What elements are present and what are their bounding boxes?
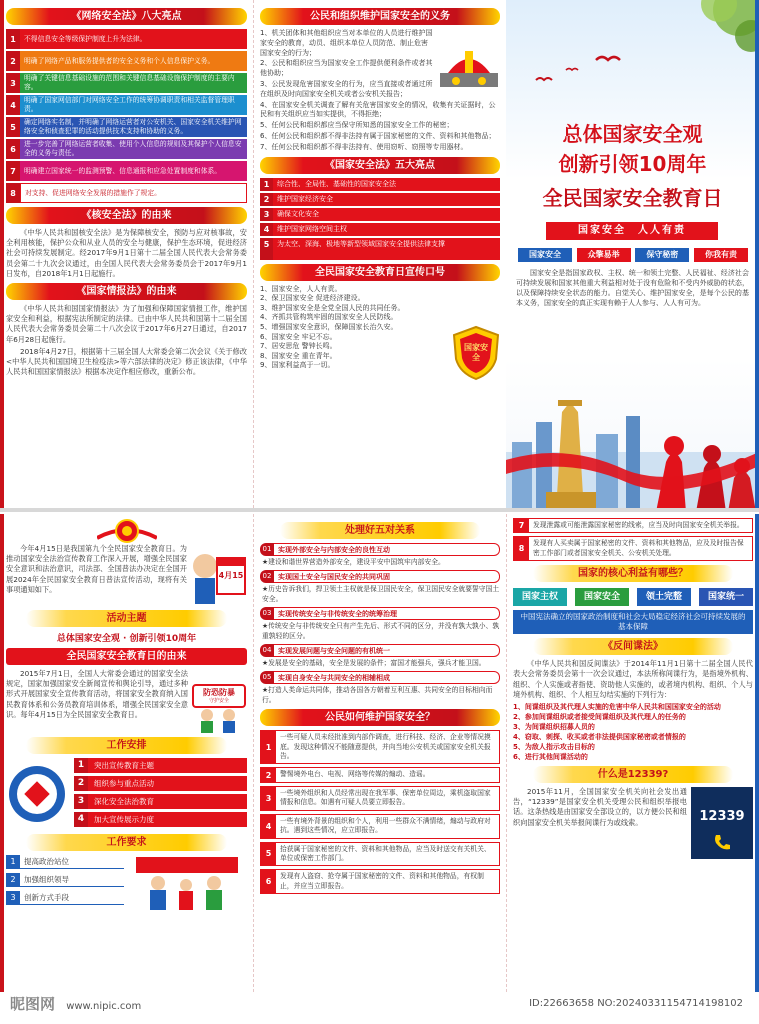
list-item: 3 确保文化安全 [260,208,500,221]
hotline-number: 12339 [699,809,745,825]
interest-item: 国家统一 [699,588,753,606]
slogan-title: 全民国家安全教育日宣传口号 [260,264,500,281]
phone-icon [712,833,732,853]
back-column-3 [506,514,759,992]
cover-title-1: 总体国家安全观 [562,122,703,146]
duty-list [260,29,500,153]
list-item: 3、为间谍组织招募人员的 [513,723,595,732]
list-item: 3 创新方式手段 [6,891,124,905]
slogan-list [260,285,452,381]
list-item: 4 维护国家网络空间主权 [260,223,500,236]
core-interest-list [513,588,753,606]
national-security-badge [452,325,500,381]
list-item: 5、增强国家安全意识，保障国家长治久安。 [260,322,398,331]
brochure-back [0,514,759,992]
image-id: ID:22663658 NO:20240331154714198102 [529,998,743,1009]
requirements-title: 工作要求 [26,834,227,851]
hotline-title: 什么是12339? [533,766,733,783]
citizen-list [260,730,500,894]
list-item: 6 进一步完善了网络运营者收集、使用个人信息的规则及其保护个人信息安全的义务与责任。 [6,139,247,159]
work-plan-title: 工作安排 [26,737,227,754]
national-emblem-icon [97,518,157,544]
target-icon [6,763,68,825]
origin-text: 2015年7月1日，全国人大常委会通过的国家安全法规定，国家加强国家安全新闻宣传和舆论引导，通过多种形式开展国家安全宣传教育活动，将国家安全教育纳入国民教育体系和公务员教育培训体系，增强全民国家安全意识。每年4月15日为全民国家安全教育日。 [6,669,188,719]
list-item: 7 发现泄露或可能泄露国家秘密的线索，应当及时向国家安全机关举报。 [513,518,753,533]
list-item: 5、任何公民和组织都应当保守所知悉的国家安全工作的秘密； [260,121,454,130]
birds-icon [516,50,636,110]
list-item: 5 确定网络实名制，并明确了网络运营者对公安机关、国家安全机关维护网络安全和侦查犯罪的活动提供技术支持和协助的义务。 [6,117,247,137]
core-interest-note: 中国宪法确立的国家政治制度和社会大局稳定经济社会可持续发展的基本保障 [513,610,753,634]
list-item: 2、参加间谍组织或者接受间谍组织及其代理人的任务的 [513,713,686,722]
list-item: 6 发现有人盗窃、抢夺属于国家秘密的文件、资料和其他物品，有权制止，并应当立即报告。 [260,869,500,894]
origin-title: 全民国家安全教育日的由来 [6,648,247,665]
work-plan-list [74,758,247,830]
intel-law-text-1: 《中华人民共和国国家情报法》为了加强和保障国家情报工作，维护国家安全和利益，根据宪法所制定的法律。已由中华人民共和国第十二届全国人民代表大会常务委员会第二十八次会议于2017年6月27日通过，自2017年6月28日起施行。 [6,304,247,344]
list-item: 4、齐抓共管构筑牢固的国家安全人民防线。 [260,313,398,322]
list-item: 4 明确了国家网信部门对网络安全工作的统筹协调职责和相关监督管理职责。 [6,95,247,115]
back-column-2 [253,514,506,992]
anti-spy-list [513,702,753,762]
anti-spy-title: 《反间谍法》 [533,638,733,655]
calendar-illustration [189,544,247,606]
watermark-footer [0,992,759,1024]
list-item: 2 组织参与重点活动 [74,776,247,791]
relation-heading: 03 实现传统安全与非传统安全的统筹治理 [260,607,500,620]
nuclear-law-title: 《核安全法》的由来 [6,207,247,224]
cover-title-2: 创新引领10周年 [558,152,707,176]
anti-terror-sign [191,683,247,733]
list-item: 1 提高政治站位 [6,855,124,869]
duty-title: 公民和组织维护国家安全的义务 [260,8,500,25]
five-highlights-title: 《国家安全法》五大亮点 [260,157,500,174]
interest-item: 领土完整 [637,588,691,606]
list-item: 7 明确建立国家统一的监测预警、信息通报和应急处置制度和体系。 [6,161,247,181]
theme-title: 活动主题 [26,610,227,627]
relation-heading: 05 实现自身安全与共同安全的相辅相成 [260,671,500,684]
list-item: 4、在国家安全机关调查了解有关危害国家安全的情况，收集有关证据时，公民和有关组织应当如实提供，不得拒绝； [260,100,496,119]
list-item: 1、间谍组织及其代理人实施的危害中华人民共和国国家安全的活动 [513,703,721,712]
hotline-poster [691,787,753,859]
theme-text: 总体国家安全观 · 创新引领10周年 [56,634,197,644]
list-item: 3、公民发现危害国家安全的行为，应当直接或者通过所在组织及时向国家安全机关或者公安机关报告； [260,79,433,98]
back-column-1 [0,514,253,992]
list-item: 6、任何公民和组织都不得非法持有属于国家秘密的文件、资料和其他物品； [260,131,496,140]
list-item: 5 为太空、深海、极地等新型领域国家安全提供法律支撑 [260,238,500,260]
relation-heading: 01 实现外部安全与内部安全的良性互动 [260,543,500,556]
list-item: 1 综合性、全局性、基础性的国家安全法 [260,178,500,191]
list-item: 7、居安思危 警钟长鸣。 [260,342,337,351]
list-item: 9、国家利益高于一切。 [260,361,335,370]
list-item: 1 不得信息安全等级保护制度上升为法律。 [6,29,247,49]
city-skyline-illustration [506,382,759,512]
cover-title-3: 全民国家安全教育日 [542,186,723,210]
family-illustration [132,855,242,911]
relation-body: ★打造人类命运共同体，推动各国各方朝着互利互惠、共同安全的目标相向而行。 [262,686,493,704]
five-relations-title: 处理好五对关系 [280,522,480,539]
intro-text: 今年4月15日是我国第九个全民国家安全教育日。为推动国家安全法治宣传教育工作深入开展，增强全民国家安全意识和法治意识，司法部、全国普法办决定在全国开展2024年全民国家安全教育日普法宣传活动，现将有关事项通知如下。 [6,544,187,594]
list-item: 3 明确了关键信息基础设施的范围和关键信息基础设施保护制度的主要内容。 [6,73,247,93]
tag: 你我有责 [694,248,748,262]
cover-motto: 国家安全 人人有责 [546,222,718,240]
citizen-title: 公民如何维护国家安全？ [260,709,500,726]
five-highlights-list [260,178,500,260]
list-item: 3、维护国家安全是全党全国人民的共同任务。 [260,303,405,312]
tree-branch-icon [649,0,759,80]
list-item: 6、进行其他间谍活动的 [513,753,588,762]
relation-body: ★发展是安全的基础，安全是发展的条件；富国才能强兵，强兵才能卫国。 [262,659,486,668]
safety-helmet-icon [438,43,500,89]
list-item: 1 突出宣传教育主题 [74,758,247,773]
hotline-text: 2015年11月，全国国家安全机关向社会发出通告，“12339”是国家安全机关受理公民和组织举报电话。这条热线是由国家安全部设立的，以方便公民和组织向国家安全机关举报间谍行为或线索。 [513,787,687,827]
list-item: 4、窃取、刺探、收买或者非法提供国家秘密或者情报的 [513,733,686,742]
relation-body: ★历史告诉我们，捍卫领土主权就是保卫国民安全，保卫国民安全就要誓守国土安全。 [262,585,500,603]
site-logo: 昵图网 [10,995,56,1013]
front-cover [506,0,759,512]
front-column-1 [0,0,253,508]
intel-law-text-2: 2018年4月27日，根据第十三届全国人大常委会第二次会议《关于修改<中华人民共和国国境卫生检疫法>等六部法律的决定》修正该法律，《中华人民共和国国家情报法》根据本决定作相应修改，重新公布。 [6,346,247,377]
list-item: 6、国家安全 牢记不忘。 [260,332,337,341]
badge-label: 国家安全 [464,342,488,362]
list-item: 1、国家安全，人人有责。 [260,284,342,293]
site-url: www.nipic.com [66,1001,142,1012]
list-item: 2、保卫国家安全 促进经济建设。 [260,294,365,303]
list-item: 8 发现有人买卖属于国家秘密的文件、资料和其他物品，应及及时报告保密工作部门或者国家安全机关、公安机关处理。 [513,536,753,561]
front-column-2 [253,0,506,508]
cover-description: 国家安全是指国家政权、主权、统一和领土完整、人民福祉、经济社会可持续发展和国家其他重大利益相对处于没有危险和不受内外威胁的状态，以及保障持续安全状态的能力。自觉关心、维护国家安全，是每个公民的基本义务，国家安全的真正实现有赖于人人参与、人人有可为。 [516,269,749,307]
intel-law-title: 《国家情报法》的由来 [6,283,247,300]
list-item: 3 深化安全法治教育 [74,794,247,809]
sign-label: 防恐防暴 [203,688,235,697]
five-relations-list [260,543,500,705]
relation-body: ★建设和谐世界营造外部安全，建设平安中国筑牢内部安全。 [262,558,445,566]
nuclear-law-text: 《中华人民共和国核安全法》是为保障核安全，预防与应对核事故，安全利用核能，保护公众和从业人员的安全与健康，保护生态环境，促进经济社会可持续发展制定。经2017年9月1日第十二届全国人民代表大会常务委员会第二十九次会议通过，由全国人民代表大会常务委员会于2017年9月1日发布，自2018年1月1日起施行。 [6,228,247,278]
list-item: 8、国家安全 重在青年。 [260,351,337,360]
list-item: 1、机关团体和其他组织应当对本单位的人员进行维护国家安全的教育，动员、组织本单位人员防范、制止危害国家安全的行为； [260,29,433,57]
cover-tags [518,248,748,262]
eight-highlights-list [6,29,247,203]
eight-highlights-title: 《网络安全法》八大亮点 [6,8,247,25]
list-item: 2、公民和组织应当为国家安全工作提供便利条件或者其他协助； [260,59,433,78]
requirements-list [6,855,124,911]
list-item: 4 一些有境外背景的组织和个人，利用一些群众不满情绪，煽动与政府对抗。遇到这些情况，应立即报告。 [260,814,500,839]
relation-heading: 04 实现发展问题与安全问题的有机统一 [260,644,500,657]
list-item: 2 明确了网络产品和服务提供者的安全义务和个人信息保护义务。 [6,51,247,71]
list-item: 3 一些境外组织和人员经常出现在我军事、保密单位周边，乘机盗取国家情报和信息。如遇有可疑人员要立即报告。 [260,786,500,811]
tag: 保守秘密 [635,248,689,262]
relation-body: ★传统安全与非传统安全只有产生先后、形式不同的区分，并没有孰大孰小、孰重孰轻的区分。 [262,622,500,640]
more-list [513,518,753,561]
tag: 众擎易举 [577,248,631,262]
list-item: 2 加强组织领导 [6,873,124,887]
sign-sublabel: 守护安全 [208,698,229,704]
relation-heading: 02 实现国土安全与国民安全的共同巩固 [260,570,500,583]
list-item: 2 警惕境外电台、电视、网络等传媒的煽动、造谣。 [260,767,500,782]
interest-item: 国家安全 [575,588,629,606]
list-item: 2 维护国家经济安全 [260,193,500,206]
list-item: 4 加大宣传展示力度 [74,812,247,827]
list-item: 8 对支持、促进网络安全发展的措施作了规定。 [6,183,247,203]
anti-spy-text: 《中华人民共和国反间谍法》于2014年11月1日第十二届全国人民代表大会常务委员会第十一次会议通过，本法所称间谍行为，是指境外机构、组织、个人实施或者指使、资助他人实施的，或者境内机构、组织、个人与境外机构、组织、个人相互勾结实施的下列行为： [513,659,753,699]
list-item: 1 一些可疑人员未经批准到内部作调查，进行科技、经济、企业等情况摸底。发现这种情况不能随意提供，并向当地公安机关或国家安全机关报告。 [260,730,500,764]
tag: 国家安全 [518,248,572,262]
list-item: 7、任何公民和组织都不得非法持有、使用窃听、窃照等专用器材。 [260,142,468,151]
interest-item: 国家主权 [513,588,567,606]
calendar-date: 4月15 [218,571,244,580]
core-interest-title: 国家的核心利益有哪些？ [533,565,733,582]
list-item: 5、为敌人指示攻击目标的 [513,743,595,752]
list-item: 5 拾获属于国家秘密的文件、资料和其他物品，应当及时送交有关机关、单位或保密工作部门。 [260,842,500,867]
